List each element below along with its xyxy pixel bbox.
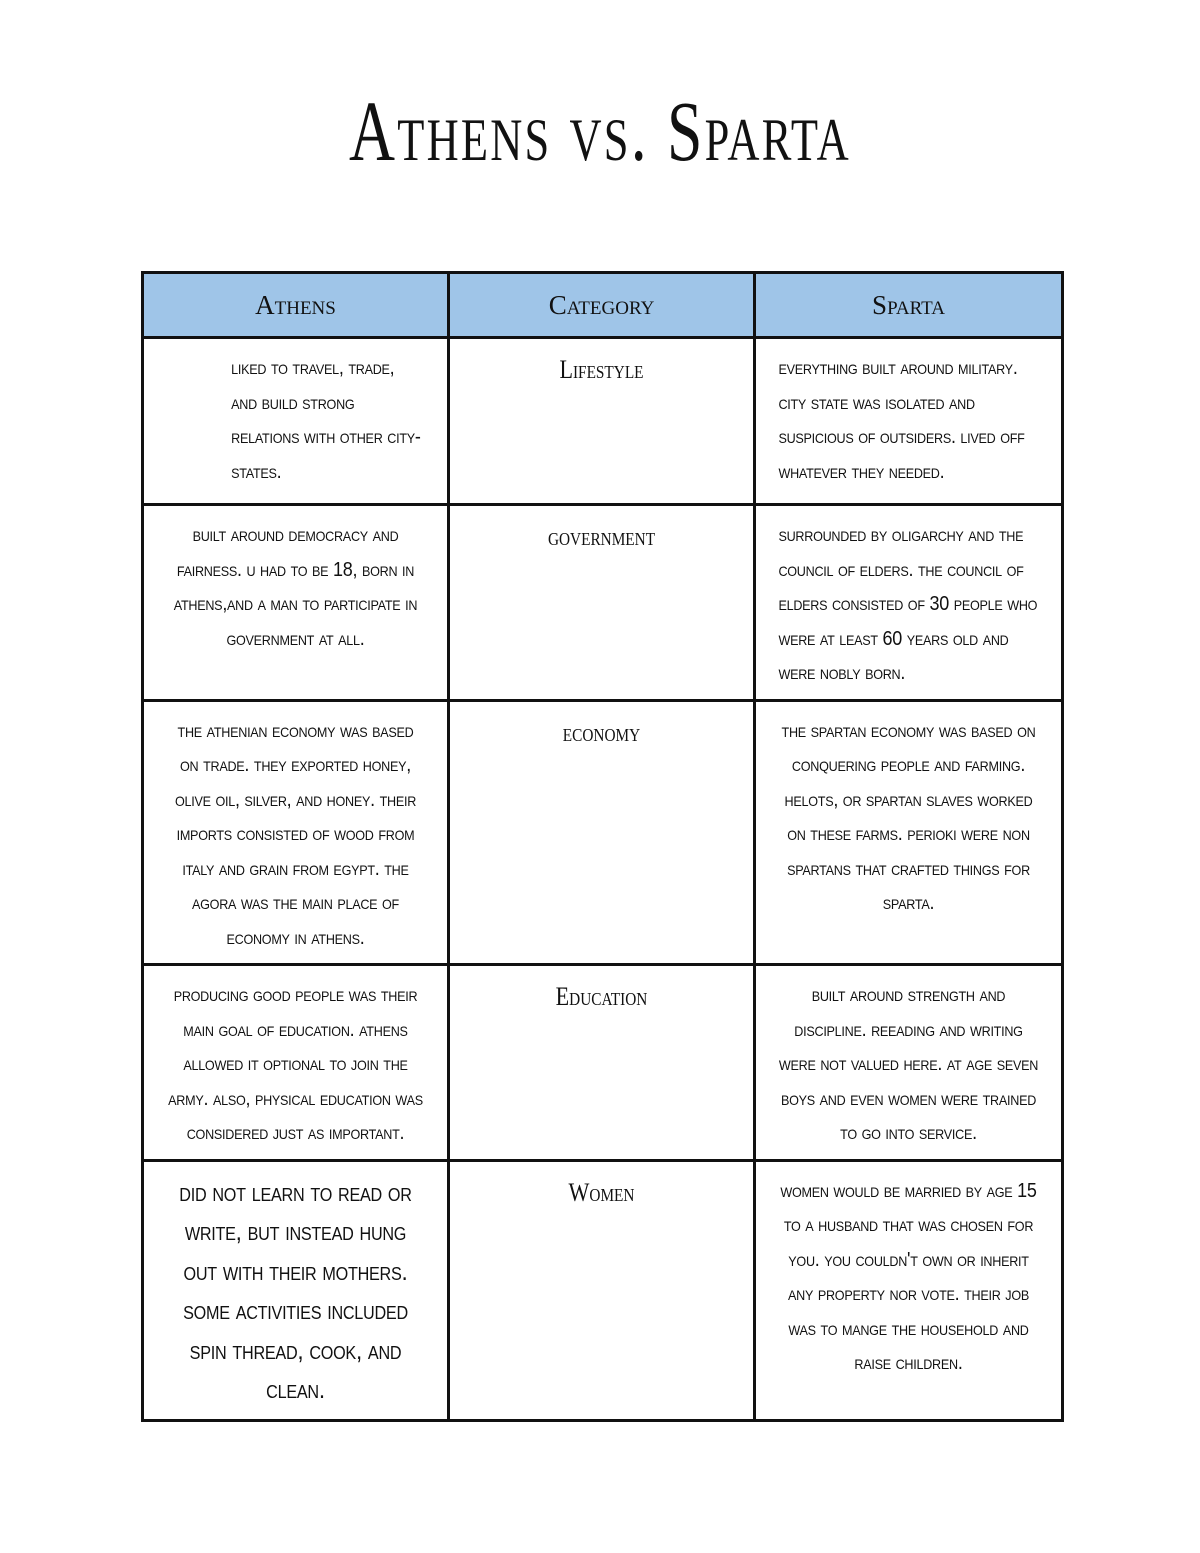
sparta-cell: [755, 338, 1063, 505]
sparta-education-text: built around strength and discipline. reeading and writing were not valued here. at age seven boys and even women were trained to go into service.: [778, 984, 1039, 1144]
athens-cell: [143, 700, 449, 965]
sparta-cell: [755, 965, 1063, 1161]
sparta-cell: [755, 700, 1063, 965]
athens-cell: [143, 338, 449, 505]
table-row-women: [143, 1160, 1063, 1420]
category-cell: [449, 505, 755, 701]
page-title: Athens vs. Sparta: [349, 83, 851, 179]
table-row-education: [143, 965, 1063, 1161]
category-government: government: [547, 522, 656, 551]
athens-cell: [143, 965, 449, 1161]
sparta-cell: [755, 505, 1063, 701]
athens-cell: [143, 505, 449, 701]
category-cell: [449, 965, 755, 1161]
athens-women-text: did not learn to read or write, but instead hung out with their mothers. some activities included spin thread, cook, and clean.: [179, 1178, 412, 1404]
comparison-table: [141, 271, 1064, 1422]
category-cell: [449, 1160, 755, 1420]
sparta-women-text: women would be married by age 15 to a husband that was chosen for you. you couldn't own or inherit any property nor vote. their job was to mange the household and raise children.: [780, 1179, 1037, 1374]
table-header-row: [143, 273, 1063, 338]
category-cell: [449, 700, 755, 965]
header-athens: Athens: [143, 273, 449, 338]
category-cell: [449, 338, 755, 505]
table-row-government: [143, 505, 1063, 701]
sparta-government-text: surrounded by oligarchy and the council of elders. the council of elders consisted of 30 people who were at least 60 years old and were nobly born.: [778, 524, 1038, 684]
category-economy: economy: [562, 717, 641, 747]
athens-education-text: producing good people was their main goal of education. athens allowed it optional to join the army. also, physical education was considered just as important.: [168, 984, 423, 1144]
athens-government-text: built around democracy and fairness. u had to be 18, born in athens,and a man to participate in government at all.: [173, 524, 418, 650]
category-women: Women: [568, 1177, 635, 1207]
table-row-lifestyle: [143, 338, 1063, 505]
sparta-economy-text: the spartan economy was based on conquering people and farming. helots, or spartan slaves worked on these farms. perioki were non spartans that crafted things for sparta.: [781, 719, 1036, 914]
sparta-cell: [755, 1160, 1063, 1420]
sparta-lifestyle-text: everything built around military. city state was isolated and suspicious of outsiders. lived off whatever they needed.: [778, 357, 1025, 483]
athens-lifestyle-text: liked to travel, trade, and build strong relations with other city-states.: [231, 357, 421, 483]
athens-cell: [143, 1160, 449, 1420]
table-row-economy: [143, 700, 1063, 965]
header-category: Category: [449, 273, 755, 338]
category-lifestyle: Lifestyle: [559, 355, 644, 384]
category-education: Education: [555, 982, 648, 1011]
header-sparta: Sparta: [755, 273, 1063, 338]
athens-economy-text: the athenian economy was based on trade. they exported honey, olive oil, silver, and honey. their imports consisted of wood from italy and grain from egypt. the agora was the main place of economy in athens.: [174, 719, 417, 949]
